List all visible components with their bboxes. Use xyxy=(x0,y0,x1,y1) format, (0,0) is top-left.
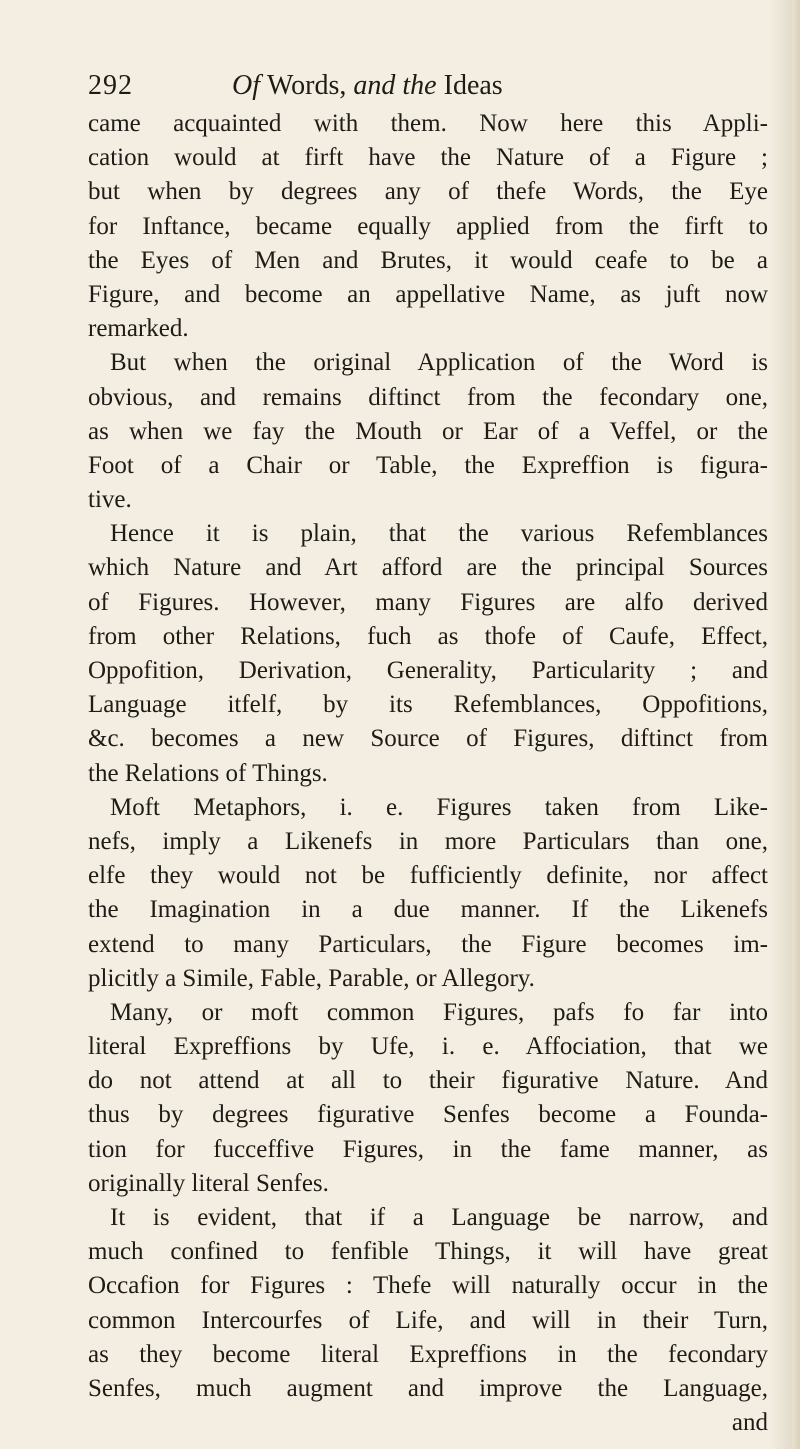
text-line: the Relations of Things. xyxy=(88,759,328,787)
body-text xyxy=(88,107,768,1440)
text-line: Oppofition, Derivation, Generality, Particularity ; and xyxy=(88,657,768,684)
text-line: Many, or moft common Figures, pafs fo far into xyxy=(110,998,768,1026)
text-line: as when we fay the Mouth or Ear of a Veffel, or the xyxy=(88,417,768,445)
text-line: Senfes, much augment and improve the Language, xyxy=(88,1374,768,1402)
text-line: But when the original Application of the Word is xyxy=(110,349,768,377)
page-edge xyxy=(792,0,800,1449)
running-title xyxy=(232,66,503,106)
text-line: originally literal Senfes. xyxy=(88,1169,329,1197)
text-line: of Figures. However, many Figures are alfo derived xyxy=(88,588,768,616)
text-line: tion for fucceffive Figures, in the fame manner, as xyxy=(88,1135,768,1163)
text-line: from other Relations, fuch as thofe of Caufe, Effect, xyxy=(88,622,768,650)
text-line: the Eyes of Men and Brutes, it would ceafe to be a xyxy=(88,246,768,274)
running-title-words: Words, xyxy=(267,70,347,101)
text-line: Hence it is plain, that the various Refemblances xyxy=(110,520,768,548)
text-line: common Intercourfes of Life, and will in their Turn, xyxy=(88,1306,768,1334)
text-line: cation would at firft have the Nature of a Figure ; xyxy=(88,144,768,172)
text-line: tive. xyxy=(88,486,132,514)
text-line: thus by degrees figurative Senfes become a Founda- xyxy=(88,1101,768,1129)
text-line: much confined to fenfible Things, it will have great xyxy=(88,1238,768,1266)
text-line: Moft Metaphors, i. e. Figures taken from Like- xyxy=(110,793,768,821)
running-header xyxy=(88,66,768,106)
text-line: It is evident, that if a Language be narrow, and xyxy=(110,1204,768,1231)
text-line: Occafion for Figures : Thefe will naturally occur in the xyxy=(88,1272,768,1300)
running-title-and-the: and the xyxy=(353,70,437,101)
text-line: but when by degrees any of thefe Words, the Eye xyxy=(88,178,768,206)
running-title-of: Of xyxy=(232,70,260,101)
text-line: which Nature and Art afford are the principal Sources xyxy=(88,554,768,582)
running-title-ideas: Ideas xyxy=(443,70,503,101)
text-line: Figure, and become an appellative Name, as juft now xyxy=(88,280,768,308)
text-line: extend to many Particulars, the Figure becomes im- xyxy=(88,930,768,958)
text-line: for Inftance, became equally applied from the firft to xyxy=(88,212,768,240)
text-line: &c. becomes a new Source of Figures, diftinct from xyxy=(88,725,768,753)
text-line: do not attend at all to their figurative Nature. And xyxy=(88,1067,768,1095)
text-line: Foot of a Chair or Table, the Expreffion is figura- xyxy=(88,451,768,479)
text-line: remarked. xyxy=(88,315,189,343)
text-line: plicitly a Simile, Fable, Parable, or Allegory. xyxy=(88,964,535,992)
text-line: Language itfelf, by its Refemblances, Oppofitions, xyxy=(88,691,768,719)
text-line: obvious, and remains diftinct from the fecondary one, xyxy=(88,383,768,411)
text-line: the Imagination in a due manner. If the Likenefs xyxy=(88,896,768,924)
catchword: and xyxy=(731,1409,768,1437)
text-line: as they become literal Expreffions in the fecondary xyxy=(88,1340,768,1368)
text-line: nefs, imply a Likenefs in more Particulars than one, xyxy=(88,827,768,855)
page-number: 292 xyxy=(88,70,133,101)
text-line: literal Expreffions by Ufe, i. e. Affociation, that we xyxy=(88,1033,768,1061)
text-line: elfe they would not be fufficiently definite, nor affect xyxy=(88,862,768,890)
text-line: came acquainted with them. Now here this Appli- xyxy=(88,110,768,137)
